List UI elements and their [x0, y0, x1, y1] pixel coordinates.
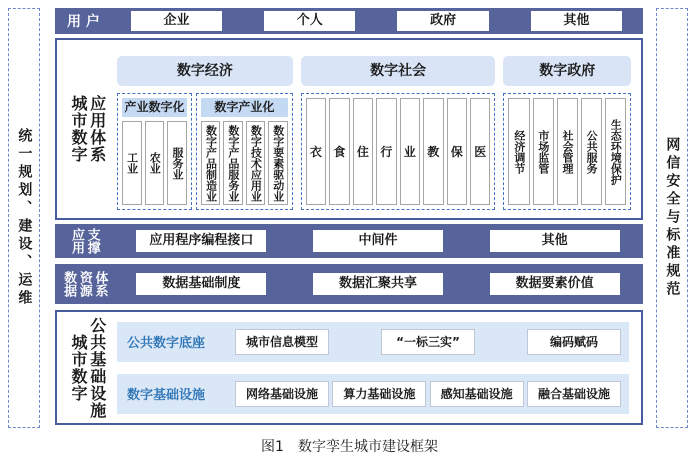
- economy-column-label: 农业: [148, 152, 162, 174]
- digital-infrastructure-label: 数字基础设施: [127, 388, 206, 403]
- government-column: [533, 98, 554, 205]
- data-resource-bar: [55, 264, 643, 304]
- data-resource-items: [113, 273, 643, 295]
- user-bar: [55, 8, 643, 34]
- economy-column: [122, 121, 142, 205]
- social-column-label: 业: [403, 145, 416, 159]
- infra-item-network: 网络基础设施: [235, 381, 329, 407]
- data-resource-label-col2: 资源: [76, 271, 92, 297]
- support-item-api: 应用程序编程接口: [136, 230, 266, 252]
- government-column: [581, 98, 602, 205]
- government-column-label: 经济调节: [512, 129, 526, 174]
- left-rail-label: 统一规划、建设、运维: [16, 128, 33, 308]
- app-support-bar: [55, 224, 643, 258]
- industry-digitization-columns: [122, 121, 187, 205]
- group-government-functions: [503, 93, 631, 210]
- app-support-label-col2: 支撑: [84, 228, 100, 254]
- digital-infrastructure-row: [117, 374, 629, 414]
- app-support-items: [113, 230, 643, 252]
- social-column-label: 保: [450, 145, 463, 159]
- data-item-aggregation-sharing: 数据汇聚共享: [313, 273, 443, 295]
- social-column-label: 住: [356, 145, 369, 159]
- application-system-panel: [55, 38, 643, 220]
- user-items: [110, 11, 643, 31]
- government-column-label: 生态环境保护: [609, 118, 623, 185]
- user-item-enterprise: 企业: [131, 11, 222, 31]
- group-social-domains: [301, 93, 496, 210]
- user-item-individual: 个人: [264, 11, 355, 31]
- government-column-label: 公共服务: [585, 129, 599, 174]
- government-column: [605, 98, 626, 205]
- infra-item-one-standard-three-reals: “一标三实”: [381, 329, 475, 355]
- data-resource-label: [55, 271, 113, 297]
- digital-government-body: [503, 93, 631, 210]
- right-rail-label: 网信安全与标准规范: [664, 137, 681, 299]
- application-system-label: [57, 40, 117, 218]
- infra-item-sensing: 感知基础设施: [430, 381, 524, 407]
- infrastructure-label-col2: 公共基础设施: [87, 316, 107, 419]
- infra-item-city-info-model: 城市信息模型: [235, 329, 329, 355]
- data-resource-label-col3: 体系: [92, 271, 108, 297]
- public-digital-base-row: [117, 322, 629, 362]
- government-column: [557, 98, 578, 205]
- economy-column-label: 数字产品服务业: [226, 124, 240, 202]
- public-digital-base-items: [227, 329, 629, 355]
- user-bar-label: 用 户: [67, 14, 100, 30]
- infrastructure-label: [57, 312, 117, 423]
- social-column: [329, 98, 349, 205]
- data-item-element-value: 数据要素价值: [490, 273, 620, 295]
- infra-item-coding-assignment: 编码赋码: [527, 329, 621, 355]
- digital-government-header: 数字政府: [503, 56, 631, 86]
- group-digital-industrialization: [196, 93, 293, 210]
- user-item-other: 其他: [531, 11, 622, 31]
- application-sections: [117, 40, 641, 218]
- public-digital-base-label: 公共数字底座: [127, 336, 206, 351]
- digital-society-header: 数字社会: [301, 56, 496, 86]
- app-support-label: [55, 228, 113, 254]
- social-column: [423, 98, 443, 205]
- social-column: [353, 98, 373, 205]
- infrastructure-rows: [117, 312, 641, 423]
- group-industry-digitization: [117, 93, 192, 210]
- digital-economy-header: 数字经济: [117, 56, 293, 86]
- figure-caption: 图1 数字孪生城市建设框架: [261, 439, 438, 455]
- economy-column: [268, 121, 287, 205]
- public-infrastructure-panel: [55, 310, 643, 425]
- social-column: [376, 98, 396, 205]
- economy-column-label: 数字要素驱动业: [271, 124, 285, 202]
- digital-society-body: [301, 93, 496, 210]
- infra-item-computing: 算力基础设施: [332, 381, 426, 407]
- economy-column-label: 工业: [125, 152, 139, 174]
- social-column: [470, 98, 490, 205]
- economy-column: [167, 121, 187, 205]
- economy-column-label: 数字产品制造业: [204, 124, 218, 202]
- economy-column-label: 数字技术应用业: [249, 124, 263, 202]
- economy-column: [201, 121, 220, 205]
- digital-industrialization-columns: [201, 121, 288, 205]
- industry-digitization-header: 产业数字化: [122, 98, 187, 117]
- application-system-label-col2: 应用体系: [87, 95, 107, 163]
- app-support-label-col1: 应用: [69, 228, 84, 254]
- social-column-label: 行: [380, 145, 393, 159]
- left-rail: [8, 8, 40, 428]
- government-column-label: 市场监管: [536, 129, 550, 174]
- social-columns: [306, 98, 491, 205]
- infra-item-convergence: 融合基础设施: [527, 381, 621, 407]
- economy-column: [145, 121, 165, 205]
- support-item-middleware: 中间件: [313, 230, 443, 252]
- government-column-label: 社会管理: [561, 129, 575, 174]
- section-digital-government: [503, 56, 631, 210]
- social-column: [400, 98, 420, 205]
- digital-economy-body: [117, 93, 293, 210]
- social-column: [447, 98, 467, 205]
- economy-column-label: 服务业: [170, 146, 184, 180]
- right-rail: [656, 8, 688, 428]
- section-digital-economy: [117, 56, 293, 210]
- user-item-government: 政府: [397, 11, 488, 31]
- support-item-other: 其他: [490, 230, 620, 252]
- social-column-label: 教: [427, 145, 440, 159]
- government-columns: [508, 98, 626, 205]
- economy-column: [223, 121, 242, 205]
- economy-column: [246, 121, 265, 205]
- social-column-label: 食: [333, 145, 346, 159]
- data-resource-label-col1: 数据: [61, 271, 77, 297]
- data-item-basic-system: 数据基础制度: [136, 273, 266, 295]
- application-system-label-col1: 城市数字: [69, 95, 88, 163]
- digital-industrialization-header: 数字产业化: [201, 98, 288, 117]
- government-column: [508, 98, 529, 205]
- section-digital-society: [301, 56, 496, 210]
- infrastructure-label-col1: 城市数字: [69, 333, 88, 402]
- social-column-label: 医: [474, 145, 487, 159]
- social-column-label: 衣: [309, 145, 322, 159]
- digital-infrastructure-items: [227, 381, 629, 407]
- social-column: [306, 98, 326, 205]
